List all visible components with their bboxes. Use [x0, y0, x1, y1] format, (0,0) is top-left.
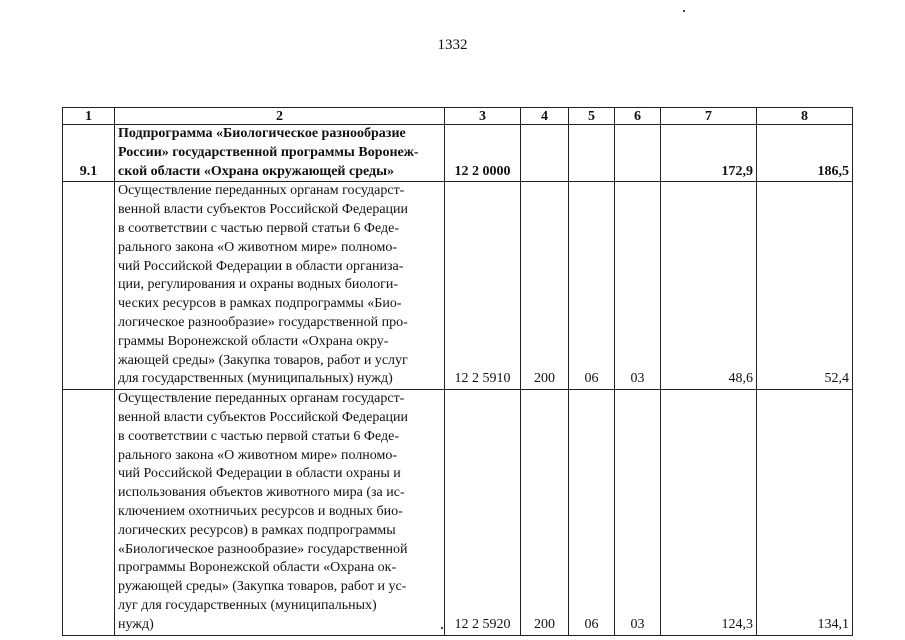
- page-number: 1332: [437, 37, 468, 53]
- table-row-subprogram: [63, 125, 853, 182]
- table-row: [63, 390, 853, 635]
- row-col7: 124,3: [661, 390, 757, 635]
- column-header: 1: [63, 108, 115, 125]
- row-code: 12 2 5920: [445, 390, 521, 635]
- row-col8: 186,5: [757, 125, 853, 182]
- row-description: Подпрограмма «Биологическое разнообразие России» государственной программы Воронеж- ской области «Охрана окружающей среды»: [115, 125, 445, 182]
- column-header: 3: [445, 108, 521, 125]
- column-header: 6: [615, 108, 661, 125]
- column-header: 2: [115, 108, 445, 125]
- row-col5: 06: [569, 182, 615, 390]
- row-col7: 48,6: [661, 182, 757, 390]
- row-code: 12 2 0000: [445, 125, 521, 182]
- scan-speck: [441, 627, 443, 629]
- row-col6: 03: [615, 390, 661, 635]
- row-col6: 03: [615, 182, 661, 390]
- table-header-row: [63, 108, 853, 125]
- row-number: 9.1: [63, 125, 115, 182]
- row-col4: [521, 125, 569, 182]
- column-header: 8: [757, 108, 853, 125]
- row-col5: [569, 125, 615, 182]
- column-header: 5: [569, 108, 615, 125]
- row-number: [63, 182, 115, 390]
- scan-speck: [683, 10, 685, 12]
- row-col8: 52,4: [757, 182, 853, 390]
- row-code: 12 2 5910: [445, 182, 521, 390]
- row-col4: 200: [521, 182, 569, 390]
- column-header: 7: [661, 108, 757, 125]
- row-description: Осуществление переданных органам государст- венной власти субъектов Российской Федерации в соответствии с частью первой статьи 6 Феде- рального закона «О животном мире» полномо- чий Российской Федерации в области охраны и использования объектов животного мира (за ис- ключением охотничьих ресурсов и водных био- логических ресурсов) в рамках подпрограммы «Биологическое разнообразие» государственной программы Воронежской области «Охрана ок- ружающей среды» (Закупка товаров, работ и ус- луг для государственных (муниципальных) нужд): [115, 390, 445, 635]
- budget-table: [62, 107, 853, 636]
- row-col6: [615, 125, 661, 182]
- row-col4: 200: [521, 390, 569, 635]
- row-col7: 172,9: [661, 125, 757, 182]
- column-header: 4: [521, 108, 569, 125]
- row-col8: 134,1: [757, 390, 853, 635]
- row-number: [63, 390, 115, 635]
- row-description: Осуществление переданных органам государст- венной власти субъектов Российской Федерации в соответствии с частью первой статьи 6 Феде- рального закона «О животном мире» полномо- чий Российской Федерации в области организа- ции, регулирования и охраны водных биологи- ческих ресурсов в рамках подпрограммы «Био- логическое разнообразие» государственной про- граммы Воронежской области «Охрана окру- жающей среды» (Закупка товаров, работ и услуг для государственных (муниципальных) нужд): [115, 182, 445, 390]
- row-col5: 06: [569, 390, 615, 635]
- table-row: [63, 182, 853, 390]
